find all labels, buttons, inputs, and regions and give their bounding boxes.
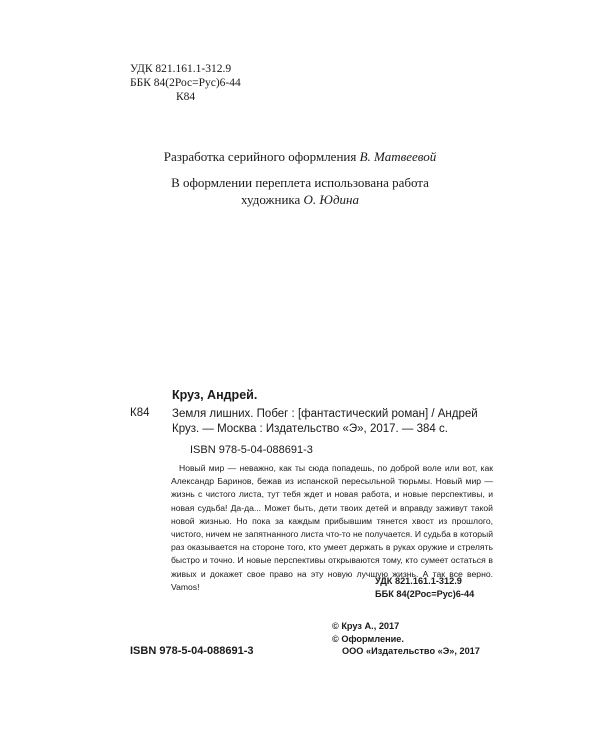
- catalog-isbn: ISBN 978-5-04-088691-3: [190, 444, 313, 456]
- catalog-author-mark: К84: [130, 407, 150, 419]
- footer-bbk-code: ББК 84(2Рос=Рус)6-44: [375, 588, 475, 599]
- copyright-design: © Оформление.: [332, 633, 404, 644]
- copyright-publisher: ООО «Издательство «Э», 2017: [342, 646, 480, 656]
- copyright-block: [332, 620, 480, 658]
- cover-art-credit: [0, 174, 600, 208]
- cataloging-metadata: [130, 62, 241, 104]
- cover-artist-text: художника: [241, 192, 301, 207]
- cover-art-line: В оформлении переплета использована работа: [171, 175, 429, 190]
- series-design-credit: [0, 148, 600, 165]
- annotation-text: Новый мир — неважно, как ты сюда попадешь, по доброй воле или вот, как Александр Баринов, бежав из испанской пересыльной тюрьмы. Новый мир — жизнь с чистого листа, тут тебя ждет и новая работа, и новые перспективы, и новая судьба! Да-да... Может быть, дети твоих детей и вправду заживут такой новой жизнью. Но пока за каждым прибывшим тянется хвост из прошлого, чистого, ничем не запятнанного листа что-то не получается. И судьба в который раз оказывается на стороне того, кто умеет держать в руках оружие и стрелять быстро и точно. И новые перспективы открываются тому, кто сумеет остаться в живых и докажет свое право на эту новую лучшую жизнь. А так все верно. Vamos!: [171, 463, 493, 592]
- catalog-author: Круз, Андрей.: [172, 388, 258, 402]
- author-mark: К84: [176, 91, 196, 103]
- catalog-description: Земля лишних. Побег : [фантастический роман] / Андрей Круз. — Москва : Издательство «Э», 2017. — 384 с.: [172, 408, 478, 435]
- copyright-author: © Круз А., 2017: [332, 621, 400, 631]
- series-designer-name: В. Матвеевой: [359, 149, 437, 164]
- series-design-text: Разработка серийного оформления: [163, 149, 357, 164]
- footer-codes: [375, 575, 474, 600]
- udc-code: УДК 821.161.1-312.9: [130, 63, 232, 75]
- footer-isbn: ISBN 978-5-04-088691-3: [130, 645, 254, 657]
- footer-udc-code: УДК 821.161.1-312.9: [375, 576, 462, 586]
- bbk-code: ББК 84(2Рос=Рус)6-44: [130, 77, 241, 89]
- cover-artist-name: О. Юдина: [303, 192, 359, 207]
